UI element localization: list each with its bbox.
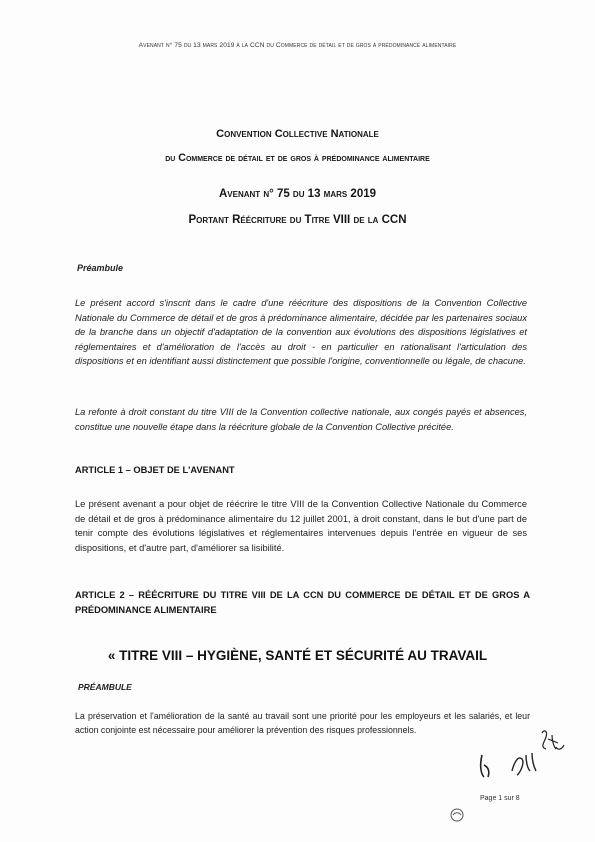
handwritten-initials: [470, 725, 570, 790]
amendment-number: Avenant n° 75 du 13 mars 2019: [218, 188, 377, 200]
preamble-heading: Préambule: [77, 263, 124, 273]
titre-viii-heading: « TITRE VIII – HYGIÈNE, SANTÉ ET SÉCURITÉ AU TRAVAIL: [107, 648, 488, 663]
article-1-heading: ARTICLE 1 – OBJET DE L'AVENANT: [75, 465, 235, 475]
amendment-subject: Portant Réécriture du Titre VIII de la CCN: [188, 214, 407, 226]
running-header: Avenant n° 75 du 13 mars 2019 à la CCN du Commerce de détail et de gros à prédominance alimentaire: [138, 42, 457, 49]
preamble-paragraph-1: Le présent accord s'inscrit dans le cadre d'une réécriture des dispositions de la Convention Collective Nationale du Commerce de détail et de gros à prédominance alimentaire, décidée par les partenaires sociaux de la branche dans un objectif d'adaptation de la convention aux évolutions des dispositions législatives et réglementaires et d'amélioration de l'accès au droit - en particulier en rationalisant l'articulation des dispositions et en identifiant aussi distinctement que possible l'origine, conventionnelle ou légale, de chacune.: [75, 298, 527, 367]
article-2-heading: ARTICLE 2 – RÉÉCRITURE DU TITRE VIII DE LA CCN DU COMMERCE DE DÉTAIL ET DE GROS A PRÉDOMINANCE ALIMENTAIRE: [75, 590, 530, 615]
page-number: Page 1 sur 8: [480, 795, 520, 802]
title-line-1: Convention Collective Nationale: [216, 128, 379, 140]
stamp-mark: [448, 806, 466, 824]
preamble-paragraph-2: La refonte à droit constant du titre VIII de la Convention collective nationale, aux congés payés et absences, constitue une nouvelle étape dans la réécriture globale de la Convention Collective précitée.: [75, 407, 527, 432]
article-1-text: Le présent avenant a pour objet de réécrire le titre VIII de la Convention Collective Nationale du Commerce de détail et de gros à prédominance alimentaire du 12 juillet 2001, à droit constant, dans le but d'une part de tenir compte des évolutions législatives et réglementaires intervenues depuis l'entrée en vigueur de ses dispositions, et d'autre part, d'améliorer sa lisibilité.: [75, 499, 527, 553]
title-line-2: du Commerce de détail et de gros à prédominance alimentaire: [165, 152, 430, 164]
titre-viii-preamble-text: La préservation et l'amélioration de la santé au travail sont une priorité pour les employeurs et les salariés, et leur action conjointe est nécessaire pour améliorer la prévention des risques professionnels.: [75, 711, 530, 735]
titre-viii-preamble-heading: PRÉAMBULE: [78, 682, 132, 692]
